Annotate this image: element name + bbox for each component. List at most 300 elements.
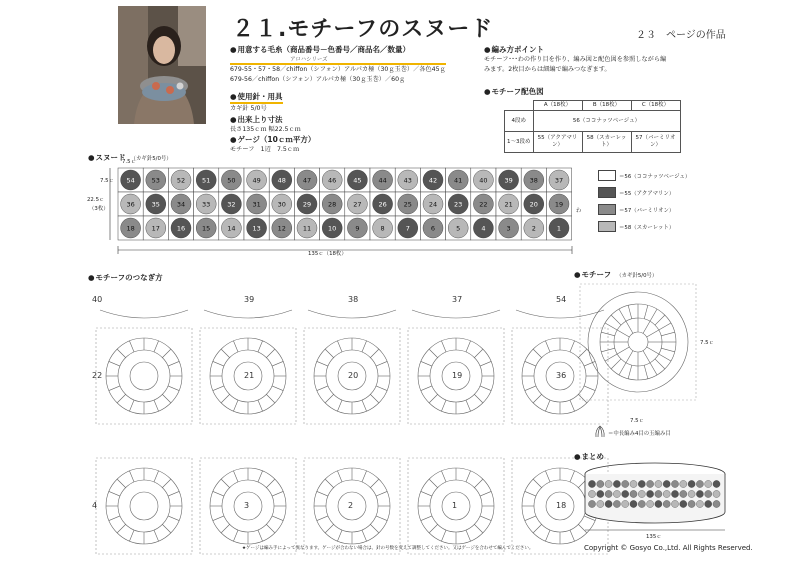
snood-motif-number: 1	[556, 224, 562, 233]
motif-stitch	[628, 305, 632, 319]
motif-stitch	[655, 359, 665, 369]
finish-dim: 135ｃ	[646, 534, 662, 540]
finish-motif-dot	[671, 500, 678, 507]
snood-motif-number: 9	[355, 224, 360, 233]
color-chart-row13-c: 57（バーミリオン）	[631, 132, 680, 153]
snood-motif-number: 8	[380, 224, 385, 233]
join-stitch	[221, 524, 229, 532]
snood-motif-number: 33	[202, 200, 211, 209]
tools-needle: カギ針 5/0号	[230, 105, 267, 112]
join-stitch	[421, 386, 432, 391]
snood-dim-cell-left: 7.5ｃ	[100, 178, 114, 184]
finish-motif-dot	[663, 480, 670, 487]
model-photo	[118, 6, 206, 124]
join-stitch	[109, 516, 120, 521]
snood-motif-number: 40	[479, 176, 488, 185]
footnote: ★ゲージは編み手によって異なります。ゲージが合わない場合は、針の号数を変えて調整してください。又はゲージを合わせて編んでください。	[242, 546, 534, 551]
snood-motif-number: 46	[328, 176, 337, 185]
size-value: 長さ135ｃｍ 幅22.5ｃｍ	[230, 125, 301, 133]
snood-motif-number: 52	[176, 176, 186, 185]
join-stitch	[162, 394, 170, 402]
motif-header: ● モチーフ	[574, 270, 611, 279]
motif-stitch	[659, 354, 671, 361]
join-stitch	[466, 400, 471, 411]
motif-stitch	[626, 321, 633, 333]
join-stitch	[370, 349, 378, 357]
join-motif-number: 22	[92, 371, 103, 380]
snood-motif-number: 25	[403, 200, 412, 209]
snood-motif-number: 12	[277, 224, 286, 233]
join-stitch	[266, 524, 274, 532]
finish-motif-dot	[705, 500, 712, 507]
join-stitch	[258, 530, 263, 541]
finish-motif-dot	[622, 490, 629, 497]
points-line-1: モチーフ･･･わの作り目を作り、編み図と配色図を参照しながら編	[484, 56, 667, 63]
join-stitch	[154, 530, 159, 541]
motif-needle: （カギ針5/0号）	[616, 273, 658, 279]
page-reference: ２３ ページの作品	[636, 30, 726, 41]
snood-motif-number: 32	[227, 200, 236, 209]
motif-stitch	[601, 348, 615, 352]
size-header: ● 出来上り寸法	[230, 114, 446, 125]
join-motif-number: 3	[244, 501, 250, 510]
motif-stitch	[655, 315, 665, 325]
snood-motif-number: 22	[479, 200, 488, 209]
join-motif-number: 21	[244, 371, 255, 380]
join-stitch	[154, 341, 159, 352]
join-motif-partial	[412, 310, 500, 318]
join-motif-number: 38	[348, 295, 359, 304]
snood-motif-number: 28	[328, 200, 337, 209]
color-chart-header: ● モチーフ配色図	[484, 86, 544, 97]
join-stitch	[337, 400, 342, 411]
join-stitch	[325, 394, 333, 402]
motif-stitch	[617, 330, 629, 337]
join-stitch	[325, 349, 333, 357]
join-stitch	[533, 524, 541, 532]
snood-motif-number: 42	[428, 176, 438, 185]
finish-motif-dot	[663, 500, 670, 507]
join-stitch	[545, 471, 550, 482]
motif-stitch	[617, 347, 629, 354]
join-stitch	[213, 386, 224, 391]
join-motif-number: 1	[452, 501, 458, 510]
join-stitch	[480, 516, 491, 521]
join-stitch	[129, 530, 134, 541]
finish-motif-dot	[688, 480, 695, 487]
finish-motif-dot	[680, 480, 687, 487]
join-stitch	[109, 386, 120, 391]
join-stitch	[337, 471, 342, 482]
snood-motif-number: 21	[504, 200, 513, 209]
motif-stitch	[619, 309, 626, 321]
join-stitch	[317, 386, 328, 391]
page-title: ２１.モチーフのスヌード	[232, 17, 494, 42]
finish-motif-dot	[588, 480, 595, 487]
join-motif-number: 20	[348, 371, 359, 380]
legend-item	[598, 218, 690, 235]
finish-motif-dot	[705, 490, 712, 497]
motif-stitch	[644, 305, 648, 319]
finish-header: ● まとめ	[574, 451, 604, 462]
join-motif-ring	[118, 480, 170, 532]
finish-motif-dot	[622, 500, 629, 507]
join-motif-number: 54	[556, 295, 567, 304]
motif-stitch	[647, 347, 659, 354]
join-stitch	[362, 471, 367, 482]
finish-motif-dot	[630, 490, 637, 497]
finish-motif-dot	[713, 480, 720, 487]
snood-motif-number: 36	[126, 200, 135, 209]
join-stitch	[168, 386, 179, 391]
motif-stitch	[644, 365, 648, 379]
snood-motif-number: 49	[252, 176, 261, 185]
join-stitch	[362, 530, 367, 541]
join-stitch	[466, 471, 471, 482]
join-stitch	[421, 361, 432, 366]
join-stitch	[545, 341, 550, 352]
motif-stitch	[661, 348, 675, 352]
finish-motif-dot	[597, 480, 604, 487]
finish-motif-dot	[696, 480, 703, 487]
join-stitch	[480, 361, 491, 366]
join-stitch	[168, 516, 179, 521]
materials-header: ● 用意する毛糸（商品番号－色番号／商品名／数量）	[230, 44, 446, 55]
join-stitch	[466, 341, 471, 352]
snood-motif-number: 41	[454, 176, 463, 185]
snood-motif-number: 10	[328, 224, 337, 233]
join-stitch	[317, 361, 328, 366]
join-stitch	[376, 361, 387, 366]
join-stitch	[109, 361, 120, 366]
motif-stitch	[611, 359, 621, 369]
join-stitch	[525, 361, 536, 366]
join-motif-ring	[130, 362, 158, 390]
color-chart-table	[504, 100, 681, 153]
snood-dim-cell-top: 7.5ｃ	[122, 159, 136, 165]
finish-motif-dot	[713, 500, 720, 507]
join-stitch	[480, 386, 491, 391]
motif-dim-height: 7.5ｃ	[700, 340, 714, 346]
join-stitch	[362, 400, 367, 411]
finish-motif-dot	[630, 480, 637, 487]
snood-motif-number: 54	[126, 176, 135, 185]
join-stitch	[233, 400, 238, 411]
finish-motif-dot	[613, 490, 620, 497]
join-stitch	[376, 386, 387, 391]
finish-motif-dot	[688, 490, 695, 497]
snood-motif-number: 34	[176, 200, 186, 209]
motif-square	[580, 284, 696, 400]
join-stitch	[474, 479, 482, 487]
finish-motif-dot	[622, 480, 629, 487]
join-stitch	[258, 341, 263, 352]
legend-label: ＝58（スカーレット）	[619, 224, 675, 231]
join-stitch	[474, 349, 482, 357]
snood-motif-number: 51	[202, 176, 211, 185]
legend-swatch	[598, 170, 616, 181]
join-stitch	[162, 479, 170, 487]
legend-swatch	[598, 204, 616, 215]
join-stitch	[221, 349, 229, 357]
join-stitch	[266, 349, 274, 357]
finish-motif-dot	[655, 500, 662, 507]
finish-motif-dot	[671, 490, 678, 497]
color-legend	[598, 167, 690, 235]
join-stitch	[376, 516, 387, 521]
finished-snood-illustration	[582, 460, 728, 540]
join-motif-number: 2	[348, 501, 354, 510]
finish-motif-dot	[688, 500, 695, 507]
join-stitch	[370, 394, 378, 402]
snood-motif-number: 35	[151, 200, 160, 209]
join-stitch	[272, 516, 283, 521]
join-stitch	[258, 471, 263, 482]
snood-motif-number: 16	[176, 224, 186, 233]
finish-motif-dot	[647, 480, 654, 487]
join-motif-number: 19	[452, 371, 463, 380]
motif-ring	[628, 332, 648, 352]
finish-motif-dot	[696, 490, 703, 497]
snood-wa-label: わ	[576, 208, 582, 214]
motif-stitch	[647, 330, 659, 337]
snood-motif-number: 39	[504, 176, 513, 185]
finish-motif-dot	[588, 500, 595, 507]
join-stitch	[429, 479, 437, 487]
join-stitch	[213, 516, 224, 521]
join-stitch	[441, 471, 446, 482]
join-stitch	[129, 471, 134, 482]
join-stitch	[421, 516, 432, 521]
motif-stitch	[628, 365, 632, 379]
join-stitch	[337, 341, 342, 352]
snood-motif-number: 11	[302, 224, 312, 233]
join-stitch	[570, 471, 575, 482]
snood-grid	[110, 160, 580, 260]
snood-motif-number: 7	[405, 224, 410, 233]
join-stitch	[376, 491, 387, 496]
materials-line-2: 679-56／chiffon（シフォン）アルパカ極（30ｇ玉巻）／60ｇ	[230, 75, 406, 83]
snood-motif-number: 13	[252, 224, 261, 233]
join-stitch	[129, 341, 134, 352]
materials-series: アロハシリーズ	[230, 55, 446, 65]
finish-motif-dot	[671, 480, 678, 487]
color-chart-row4-label: 4段め	[505, 111, 534, 132]
join-stitch	[325, 524, 333, 532]
tools-header: ● 使用針・用具	[230, 91, 283, 104]
join-stitch	[272, 491, 283, 496]
join-motif-partial	[308, 310, 396, 318]
finish-motif-dot	[605, 480, 612, 487]
join-stitch	[258, 400, 263, 411]
join-stitch	[525, 516, 536, 521]
finish-motif-dot	[605, 500, 612, 507]
join-header: ● モチーフのつなぎ方	[88, 272, 163, 283]
motif-stitch	[661, 332, 675, 336]
snood-motif-number: 5	[456, 224, 461, 233]
snood-dim-height-count: （3枚）	[89, 206, 109, 212]
join-stitch	[466, 530, 471, 541]
finish-motif-dot	[655, 490, 662, 497]
color-chart-row13-a: 55（アクアマリン）	[533, 132, 582, 153]
join-diagram	[86, 286, 567, 538]
snood-motif-number: 26	[378, 200, 387, 209]
join-stitch	[233, 530, 238, 541]
snood-motif-number: 50	[227, 176, 236, 185]
snood-motif-number: 4	[481, 224, 486, 233]
legend-swatch	[598, 221, 616, 232]
snood-motif-number: 14	[227, 224, 236, 233]
snood-motif-number: 30	[277, 200, 286, 209]
join-stitch	[117, 349, 125, 357]
join-stitch	[233, 341, 238, 352]
join-stitch	[117, 479, 125, 487]
join-stitch	[570, 530, 575, 541]
snood-motif-number: 17	[151, 224, 160, 233]
finish-motif-dot	[605, 490, 612, 497]
join-stitch	[154, 400, 159, 411]
join-stitch	[474, 394, 482, 402]
puff-stitch-icon	[594, 424, 606, 438]
finish-motif-dot	[680, 500, 687, 507]
snood-motif-number: 6	[430, 224, 436, 233]
motif-stitch	[601, 332, 615, 336]
join-stitch	[421, 491, 432, 496]
snood-motif-number: 44	[378, 176, 387, 185]
join-stitch	[533, 349, 541, 357]
finish-motif-dot	[705, 480, 712, 487]
snood-motif-number: 27	[353, 200, 362, 209]
snood-motif-number: 47	[302, 176, 312, 185]
join-motif-ring	[118, 350, 170, 402]
join-motif-number: 37	[452, 295, 463, 304]
legend-item	[598, 167, 690, 184]
snood-motif-number: 18	[126, 224, 135, 233]
snood-motif-number: 38	[529, 176, 538, 185]
motif-stitch	[643, 351, 650, 363]
color-chart-col-b: B（18枚）	[582, 101, 631, 111]
motif-stitch	[619, 363, 626, 375]
join-stitch	[213, 361, 224, 366]
motif-stitch	[605, 323, 617, 330]
finish-motif-dot	[630, 500, 637, 507]
join-stitch	[441, 341, 446, 352]
join-stitch	[221, 479, 229, 487]
join-stitch	[117, 394, 125, 402]
join-stitch	[168, 491, 179, 496]
join-stitch	[325, 479, 333, 487]
finish-motif-dot	[663, 490, 670, 497]
color-chart-row13-label: 1〜3段め	[505, 132, 534, 153]
join-stitch	[162, 349, 170, 357]
join-stitch	[337, 530, 342, 541]
finish-motif-dot	[613, 500, 620, 507]
snood-motif-number: 3	[506, 224, 511, 233]
materials-section	[230, 44, 446, 155]
join-stitch	[370, 479, 378, 487]
snood-motif-number: 19	[554, 200, 564, 209]
join-stitch	[213, 491, 224, 496]
finish-motif-dot	[638, 490, 645, 497]
join-stitch	[154, 471, 159, 482]
finish-motif-dot	[638, 480, 645, 487]
snood-motif-number: 2	[531, 224, 536, 233]
join-stitch	[441, 400, 446, 411]
join-motif-partial	[204, 310, 292, 318]
materials-line-1: 679-55・57・58／chiffon（シフォン）アルパカ極（30ｇ玉巻）／各色45ｇ	[230, 66, 446, 73]
snood-motif-number: 15	[202, 224, 211, 233]
snood-needle: （カギ針5/0号）	[130, 156, 172, 162]
motif-stitch	[650, 363, 657, 375]
join-stitch	[480, 491, 491, 496]
finish-motif-dot	[638, 500, 645, 507]
finish-motif-dot	[647, 500, 654, 507]
join-motif-number: 40	[92, 295, 103, 304]
color-chart-row4-value: 56（ココナッツベージュ）	[533, 111, 680, 132]
join-stitch	[109, 491, 120, 496]
finish-motif-dot	[696, 500, 703, 507]
join-stitch	[525, 491, 536, 496]
motif-stitch	[611, 315, 621, 325]
finish-motif-dot	[680, 490, 687, 497]
gauge-header: ● ゲージ（10ｃｍ平方）	[230, 134, 446, 145]
motif-stitch	[659, 323, 671, 330]
join-motif-partial	[100, 310, 188, 318]
snood-dim-length: 135ｃ（18枚）	[308, 251, 347, 257]
legend-swatch	[598, 187, 616, 198]
finish-motif-dot	[647, 490, 654, 497]
join-stitch	[545, 530, 550, 541]
points-header: ● 編み方ポイント	[484, 44, 666, 55]
join-motif-number: 18	[556, 501, 567, 510]
color-chart-col-a: A（18枚）	[533, 101, 582, 111]
legend-item	[598, 184, 690, 201]
snood-motif-number: 23	[454, 200, 463, 209]
snood-motif-number: 24	[428, 200, 438, 209]
gauge-value: モチーフ 1辺 7.5ｃｍ	[230, 146, 300, 153]
join-stitch	[370, 524, 378, 532]
finish-motif-dot	[588, 490, 595, 497]
join-stitch	[545, 400, 550, 411]
join-stitch	[266, 394, 274, 402]
legend-label: ＝57（バーミリオン）	[619, 207, 675, 214]
join-stitch	[162, 524, 170, 532]
join-motif-number: 39	[244, 295, 255, 304]
points-section	[484, 44, 666, 74]
join-stitch	[272, 386, 283, 391]
join-stitch	[533, 479, 541, 487]
finish-motif-dot	[597, 500, 604, 507]
snood-motif-number: 31	[252, 200, 261, 209]
motif-stitch-note: ＝中長編み4目の玉編み目	[608, 431, 671, 437]
join-stitch	[168, 361, 179, 366]
join-stitch	[441, 530, 446, 541]
join-stitch	[221, 394, 229, 402]
join-stitch	[317, 516, 328, 521]
copyright: Copyright © Gosyo Co.,Ltd. All Rights Reserved.	[584, 544, 753, 552]
snood-header: ● スヌード	[88, 153, 126, 162]
color-chart-row13-b: 58（スカーレット）	[582, 132, 631, 153]
join-stitch	[429, 394, 437, 402]
join-stitch	[474, 524, 482, 532]
join-motif-number: 4	[92, 501, 98, 510]
join-stitch	[429, 349, 437, 357]
join-motif-number: 36	[556, 371, 567, 380]
snood-motif-number: 37	[554, 176, 564, 185]
motif-stitch	[643, 321, 650, 333]
motif-stitch	[605, 354, 617, 361]
legend-item	[598, 201, 690, 218]
